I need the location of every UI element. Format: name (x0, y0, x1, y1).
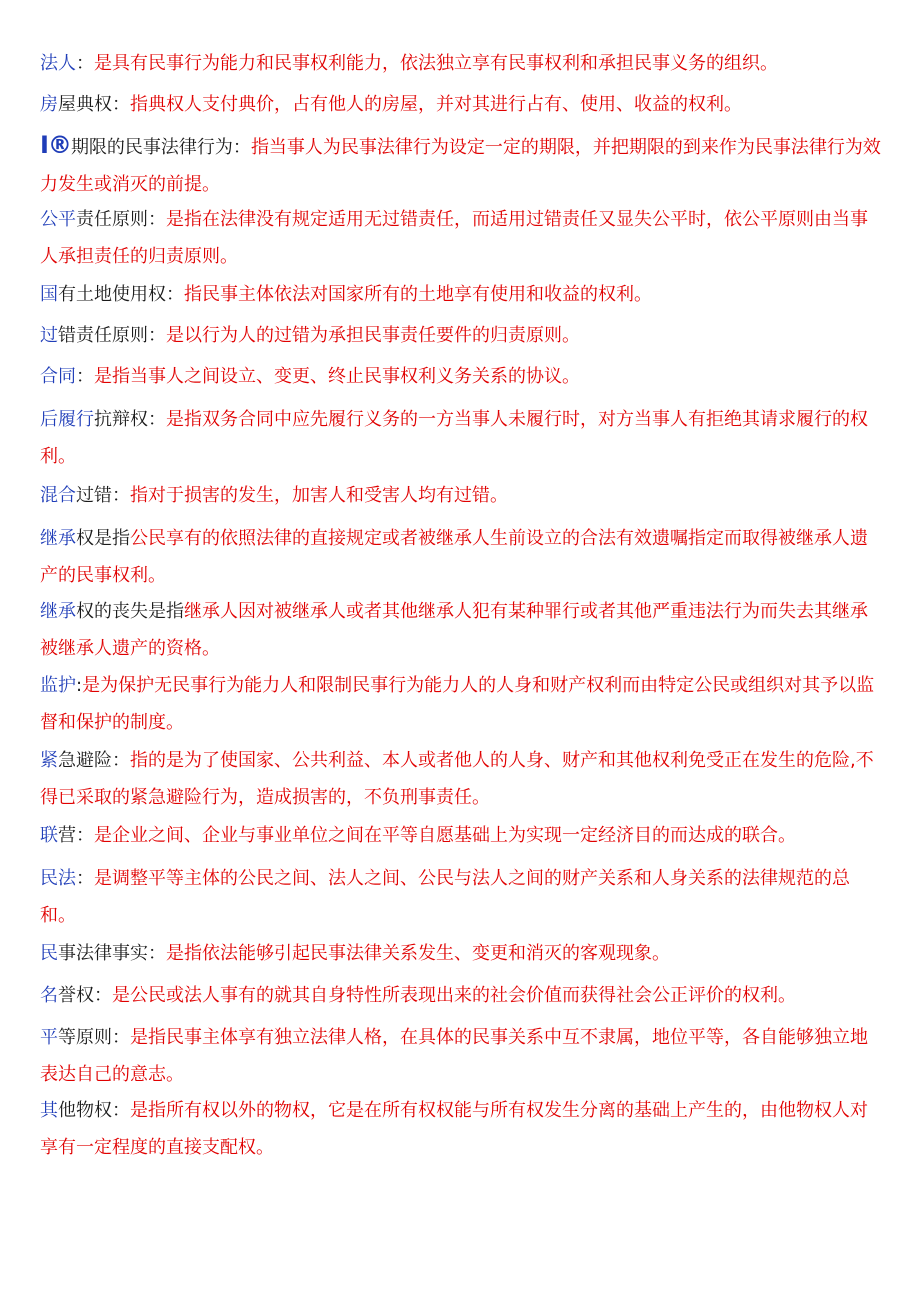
definition-text: 指当事人为民事法律行为设定一定的期限，并把期限的到来作为民事法律行为效力发生或消灭的前提。 (40, 137, 881, 195)
term-head: 房 (40, 94, 58, 115)
definition-hetong (40, 358, 882, 395)
definition-jicheng-quan-sangshi (40, 593, 882, 667)
definition-text: 是公民或法人事有的就其自身特性所表现出来的社会价值而获得社会公正评价的权利。 (112, 985, 796, 1006)
definition-guocuo-zeren (40, 317, 882, 354)
definition-faren (40, 45, 882, 82)
definition-text: 继承人因对被继承人或者其他继承人犯有某种罪行或者其他严重违法行为而失去其继承被继承人遗产的资格。 (40, 601, 868, 659)
definition-text: 指对于损害的发生，加害人和受害人均有过错。 (130, 485, 508, 506)
definition-text: 是具有民事行为能力和民事权利能力，依法独立享有民事权利和承担民事义务的组织。 (94, 53, 778, 74)
definition-qita-wuquan (40, 1092, 882, 1166)
term-head: 继承 (40, 528, 76, 549)
term-head: 合同 (40, 366, 76, 387)
definition-text: 是为保护无民事行为能力人和限制民事行为能力人的人身和财产权利而由特定公民或组织对其予以监督和保护的制度。 (40, 675, 875, 733)
definition-text: 是企业之间、企业与事业单位之间在平等自愿基础上为实现一定经济目的而达成的联合。 (94, 825, 796, 846)
registered-mark-logo: I® (40, 131, 71, 159)
definition-hunhe-guocuo (40, 477, 882, 514)
definition-text: 是指在法律没有规定适用无过错责任，而适用过错责任又显失公平时，依公平原则由当事人承担责任的归责原则。 (40, 209, 868, 267)
definition-text: 是指依法能够引起民事法律关系发生、变更和消灭的客观现象。 (166, 943, 670, 964)
term-head: 后履行 (40, 409, 94, 430)
definition-fangwu-dianquan (40, 86, 882, 123)
definition-text: 是调整平等主体的公民之间、法人之间、公民与法人之间的财产关系和人身关系的法律规范的总和。 (40, 868, 850, 926)
definition-lianying (40, 817, 882, 854)
term-tail: 权是指 (76, 528, 130, 549)
definition-text: 指的是为了使国家、公共利益、本人或者他人的人身、财产和其他权利免受正在发生的危险,不得已采取的紧急避险行为，造成损害的，不负刑事责任。 (40, 750, 874, 808)
term-tail: ： (76, 868, 94, 889)
term-tail: 错责任原则： (58, 325, 166, 346)
definition-minfa (40, 860, 882, 934)
term-head: 紧 (40, 750, 58, 771)
term-tail: 期限的民事法律行为： (70, 137, 251, 158)
term-tail: 过错： (76, 485, 130, 506)
definition-jicheng-quan (40, 520, 882, 594)
term-head: 名 (40, 985, 58, 1006)
term-tail: : (76, 675, 83, 696)
term-tail: 急避险： (58, 750, 130, 771)
definition-text: 指民事主体依法对国家所有的土地享有使用和收益的权利。 (184, 284, 652, 305)
definition-minshi-falv-shishi (40, 935, 882, 972)
term-tail: ： (76, 53, 94, 74)
term-tail: 责任原则： (76, 209, 166, 230)
term-tail: ： (76, 366, 94, 387)
term-tail: 他物权： (58, 1100, 130, 1121)
term-head: 法人 (40, 53, 76, 74)
term-head: 国 (40, 284, 58, 305)
term-tail: 营： (58, 825, 94, 846)
definition-jianhu (40, 667, 882, 741)
term-tail: 事法律事实： (58, 943, 166, 964)
definition-text: 是以行为人的过错为承担民事责任要件的归责原则。 (166, 325, 580, 346)
term-tail: 誉权： (58, 985, 112, 1006)
definition-text: 指典权人支付典价，占有他人的房屋，并对其进行占有、使用、收益的权利。 (130, 94, 742, 115)
term-head: 继承 (40, 601, 76, 622)
definition-guoyou-tudi (40, 276, 882, 313)
term-head: 公平 (40, 209, 76, 230)
definition-mingyu-quan (40, 977, 882, 1014)
definition-text: 是指双务合同中应先履行义务的一方当事人未履行时，对方当事人有拒绝其请求履行的权利。 (40, 409, 868, 467)
term-head: 民法 (40, 868, 76, 889)
definition-text: 是指所有权以外的物权，它是在所有权权能与所有权发生分离的基础上产生的，由他物权人对享有一定程度的直接支配权。 (40, 1100, 868, 1158)
definition-text: 是指民事主体享有独立法律人格，在具体的民事关系中互不隶属，地位平等，各自能够独立地表达自己的意志。 (40, 1027, 868, 1085)
definition-houlvxing-kangbian (40, 401, 882, 475)
term-tail: 有土地使用权： (58, 284, 184, 305)
definition-jinji-bixian (40, 742, 882, 816)
term-head: 混合 (40, 485, 76, 506)
definition-gongping-zeren (40, 201, 882, 275)
term-tail: 屋典权： (58, 94, 130, 115)
term-head: 其 (40, 1100, 58, 1121)
term-head: 监护 (40, 675, 76, 696)
definition-text: 公民享有的依照法律的直接规定或者被继承人生前设立的合法有效遗嘱指定而取得被继承人遗产的民事权利。 (40, 528, 868, 586)
term-tail: 抗辩权： (94, 409, 166, 430)
term-head: 平 (40, 1027, 58, 1048)
definition-qixian-falv-xingwei (40, 127, 882, 203)
term-head: 联 (40, 825, 58, 846)
definition-text: 是指当事人之间设立、变更、终止民事权利义务关系的协议。 (94, 366, 580, 387)
term-head: 民 (40, 943, 58, 964)
term-head: 过 (40, 325, 58, 346)
definition-pingdeng-yuanze (40, 1019, 882, 1093)
term-tail: 等原则： (58, 1027, 130, 1048)
term-tail: 权的丧失是指 (76, 601, 184, 622)
